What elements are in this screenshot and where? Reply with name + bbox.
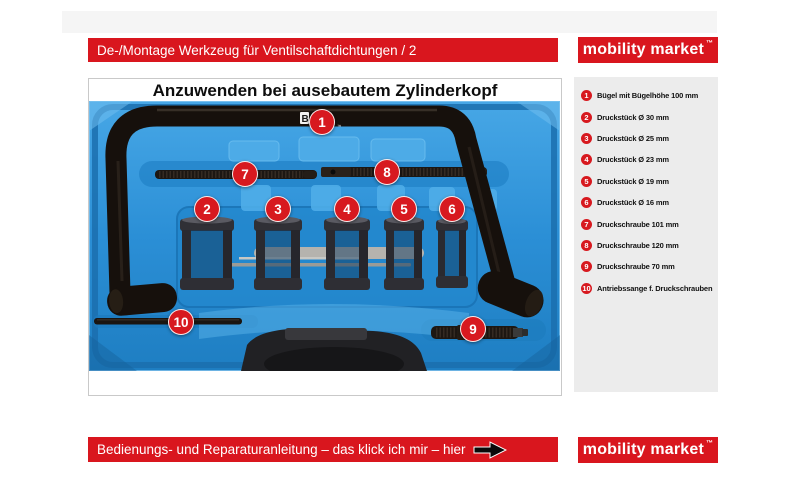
tool-case-illustration	[89, 101, 560, 371]
brand-logo-top	[578, 37, 718, 63]
pressure-sleeve-19mm	[384, 217, 424, 291]
part-label: Antriebssange f. Druckschrauben	[597, 283, 713, 293]
parts-list-item	[581, 106, 716, 127]
tool-kit-photo	[89, 101, 560, 371]
right-arrow-icon	[473, 441, 507, 459]
parts-list-item	[581, 128, 716, 149]
footer-link-text: Bedienungs- und Reparaturanleitung – das klick ich mir – hier	[97, 442, 466, 457]
photo-callout-2: 2	[194, 196, 220, 222]
page-title: De-/Montage Werkzeug für Ventilschaftdichtungen / 2	[97, 42, 417, 58]
trademark-mark: ™	[706, 440, 714, 447]
figure-box	[88, 78, 562, 396]
parts-list	[581, 85, 716, 299]
trademark-mark: ™	[706, 40, 714, 47]
part-label: Bügel mit Bügelhöhe 100 mm	[597, 91, 699, 101]
pressure-sleeve-16mm	[436, 218, 468, 288]
part-number-badge: 9	[581, 261, 592, 272]
pressure-sleeve-23mm	[324, 217, 370, 291]
part-label: Druckstück Ø 19 mm	[597, 176, 669, 186]
part-number-badge: 4	[581, 154, 592, 165]
pressure-screw-120mm	[321, 167, 487, 177]
footer-banner[interactable]	[88, 437, 558, 462]
part-number-badge: 7	[581, 219, 592, 230]
pressure-sleeve-25mm	[254, 217, 302, 291]
photo-callout-4: 4	[334, 196, 360, 222]
part-label: Druckschraube 120 mm	[597, 240, 679, 250]
brand-logo-bottom	[578, 437, 718, 463]
parts-list-item	[581, 192, 716, 213]
part-number-badge: 1	[581, 90, 592, 101]
svg-text:™: ™	[337, 124, 342, 129]
part-label: Druckstück Ø 25 mm	[597, 133, 669, 143]
part-number-badge: 5	[581, 176, 592, 187]
part-number-badge: 8	[581, 240, 592, 251]
parts-list-item	[581, 213, 716, 234]
photo-callout-6: 6	[439, 196, 465, 222]
part-label: Druckschraube 101 mm	[597, 219, 679, 229]
part-label: Druckschraube 70 mm	[597, 262, 675, 272]
slide-edge-strip	[62, 11, 717, 33]
brand-name: mobility market	[582, 41, 705, 58]
part-number-badge: 3	[581, 133, 592, 144]
part-label: Druckstück Ø 30 mm	[597, 112, 669, 122]
parts-list-item	[581, 85, 716, 106]
part-number-badge: 10	[582, 283, 591, 293]
parts-list-item	[581, 149, 716, 170]
photo-callout-3: 3	[265, 196, 291, 222]
part-label: Druckstück Ø 23 mm	[597, 155, 669, 165]
parts-list-panel	[574, 77, 718, 392]
part-label: Druckstück Ø 16 mm	[597, 198, 669, 208]
parts-list-item	[581, 256, 716, 277]
figure-caption: Anzuwenden bei ausebautem Zylinderkopf	[152, 81, 498, 100]
part-number-badge: 2	[581, 112, 592, 123]
parts-list-item	[581, 235, 716, 256]
photo-callout-8: 8	[374, 159, 400, 185]
parts-list-item	[581, 278, 716, 299]
pressure-sleeve-30mm	[180, 217, 234, 291]
photo-callout-7: 7	[232, 161, 258, 187]
parts-list-item	[581, 171, 716, 192]
brand-name: mobility market	[582, 441, 705, 458]
svg-text:B: B	[301, 114, 309, 125]
photo-callout-9: 9	[460, 316, 486, 342]
photo-callout-5: 5	[391, 196, 417, 222]
photo-callout-10: 10	[168, 309, 194, 335]
part-number-badge: 6	[581, 197, 592, 208]
header-banner	[88, 38, 558, 62]
photo-callout-1: 1	[309, 109, 335, 135]
